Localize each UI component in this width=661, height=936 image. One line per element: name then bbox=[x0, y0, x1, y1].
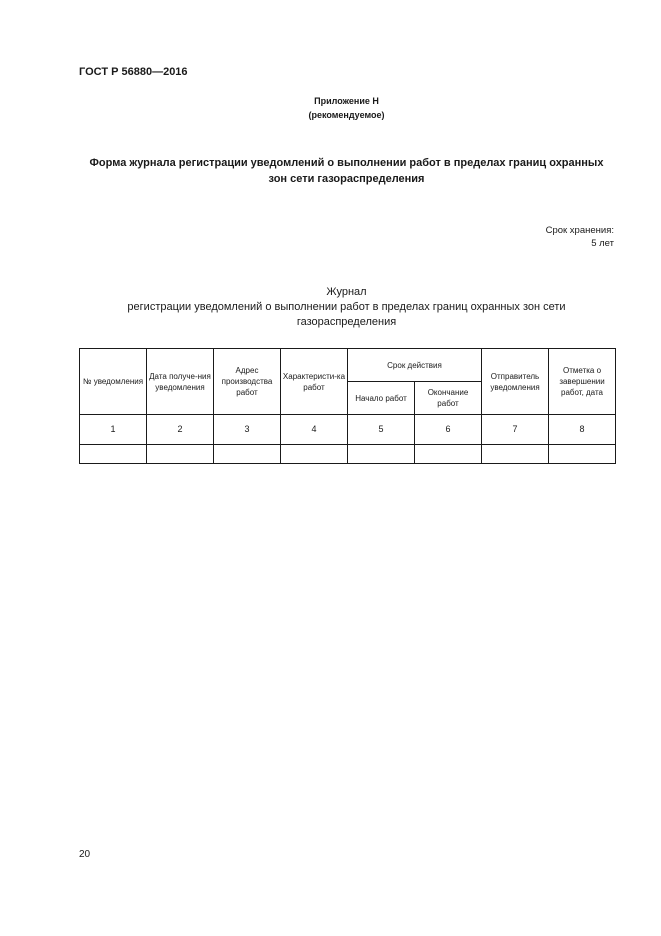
table-cell bbox=[147, 445, 214, 464]
journal-subtitle-line-1: регистрации уведомлений о выполнении работ в пределах границ охранных зон сети bbox=[127, 301, 566, 313]
col-header-work-description: Характеристи-ка работ bbox=[281, 349, 348, 415]
table-cell bbox=[482, 445, 549, 464]
notification-log-table bbox=[79, 348, 616, 464]
table-cell bbox=[415, 445, 482, 464]
column-number: 1 bbox=[80, 415, 147, 445]
table-number-row bbox=[80, 415, 616, 445]
column-number: 7 bbox=[482, 415, 549, 445]
annex-title: Приложение Н bbox=[314, 96, 379, 106]
col-header-notification-number: № уведомления bbox=[80, 349, 147, 415]
table-cell bbox=[549, 445, 616, 464]
form-title bbox=[79, 155, 614, 187]
col-header-completion-mark: Отметка о завершении работ, дата bbox=[549, 349, 616, 415]
form-title-line-1: Форма журнала регистрации уведомлений о выполнении работ в пределах границ охранных bbox=[89, 157, 604, 169]
column-number: 3 bbox=[214, 415, 281, 445]
col-header-receipt-date: Дата получе-ния уведомления bbox=[147, 349, 214, 415]
column-number: 8 bbox=[549, 415, 616, 445]
col-header-sender: Отправитель уведомления bbox=[482, 349, 549, 415]
table-cell bbox=[281, 445, 348, 464]
table-cell bbox=[214, 445, 281, 464]
form-title-line-2: зон сети газораспределения bbox=[268, 173, 425, 185]
col-header-work-end: Окончание работ bbox=[415, 382, 482, 415]
journal-heading bbox=[79, 285, 614, 330]
col-header-work-address: Адрес производства работ bbox=[214, 349, 281, 415]
table-cell bbox=[80, 445, 147, 464]
annex-heading bbox=[0, 94, 661, 122]
column-number: 4 bbox=[281, 415, 348, 445]
column-number: 2 bbox=[147, 415, 214, 445]
journal-subtitle-line-2: газораспределения bbox=[296, 316, 397, 328]
document-header: ГОСТ Р 56880—2016 bbox=[79, 66, 188, 78]
retention-label: Срок хранения: bbox=[545, 225, 614, 236]
annex-status: (рекомендуемое) bbox=[308, 110, 385, 120]
page-number: 20 bbox=[79, 849, 91, 860]
col-header-validity-period: Срок действия bbox=[348, 349, 482, 382]
col-header-work-start: Начало работ bbox=[348, 382, 415, 415]
column-number: 5 bbox=[348, 415, 415, 445]
retention-period bbox=[546, 224, 614, 250]
journal-title: Журнал bbox=[326, 286, 367, 298]
table-empty-row bbox=[80, 445, 616, 464]
table-header-row bbox=[80, 349, 616, 382]
table-cell bbox=[348, 445, 415, 464]
column-number: 6 bbox=[415, 415, 482, 445]
retention-value: 5 лет bbox=[591, 238, 614, 249]
